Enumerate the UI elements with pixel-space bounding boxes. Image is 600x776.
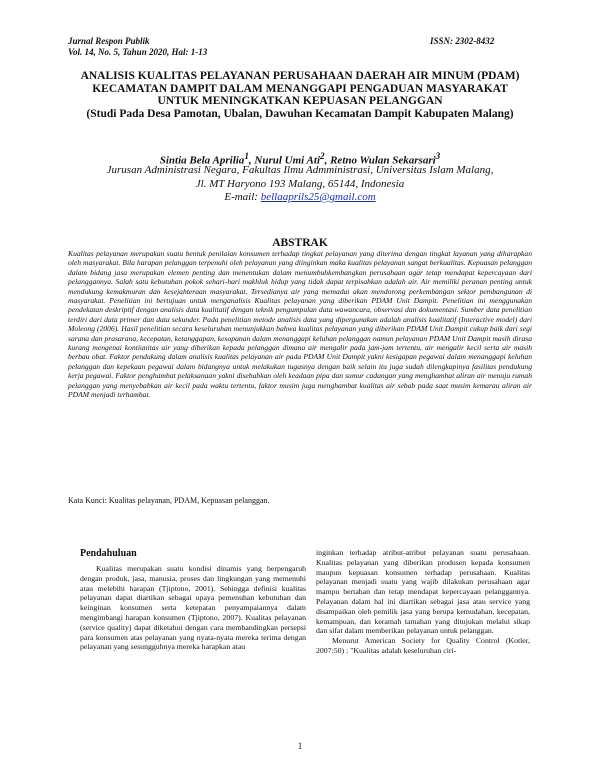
page-number: 1	[297, 741, 303, 751]
journal-issn: ISSN: 2302-8432	[430, 36, 495, 46]
affiliation-email-line	[60, 191, 540, 205]
author-2-affil-mark: 2	[320, 151, 325, 161]
author-list: Sintia Bela Aprilia$^1$, Nurul Umi Ati$^2$, Retno Wulan Sekarsari$^3$	[159, 151, 441, 167]
email-label: E-mail:	[224, 191, 261, 203]
intro-paragraph-1: Kualitas merupakan suatu kondisi dinamis yang berpengaruh dengan produk, jasa, manusia, proses dan lingkungan yang memenuhi atau melebihi harapan (Tjiptono, 2001). Sehingga definisi kualitas pelayanan dapat diartikan sebagai upaya pemenuhan kebutuhan dan keinginan konsumen serta ketepatan penyampaiannya dalam mengimbangi harapan konsumen (Tjiptono, 2007). Kualitas pelayanan (service quality) dapat diketahui dengan cara membandingkan persepsi para konsumen atas pelayanan yang nyata-nyata mereka terima dengan pelayanan yang sesungguhnya mereka harapkan atau	[80, 564, 306, 652]
affiliation	[60, 164, 540, 205]
title-subtitle: (Studi Pada Desa Pamotan, Ubalan, Dawuhan Kecamatan Dampit Kabupaten Malang)	[86, 107, 514, 120]
affiliation-department: Jurusan Administrasi Negara, Fakultas Ilmu Admministrasi, Universitas Islam Malang,	[106, 164, 494, 176]
author-1-affil-mark: 1	[244, 151, 249, 161]
intro-paragraph-1-continued: inginkan terhadap atribut-atribut pelayanan suatu perusahaan. Kualitas pelayanan yang diberikan produsen kepada konsumen maupun kepuasan konsumen terhadap perusahaan. Kualitas pelayanan menjadi suatu yang wajib dilakukan perusahaan agar mampu bertahan dan tetap mendapat kepercayaan pelanggannya. Pelayanan dalam hal ini diartikan sebagai jasa atau service yang disampaikan oleh pemilik jasa yang berupa kemudahan, kecepatan, kemampuan, dan keramah tamahan yang ditujukan melalui sikap dan sifat dalam memberikan pelayanan untuk pelanggan.	[316, 548, 530, 636]
keywords: Kata Kunci: Kualitas pelayanan, PDAM, Kepuasan pelanggan.	[68, 496, 270, 505]
journal-volume: Vol. 14, No. 5, Tahun 2020, Hal: 1-13	[68, 47, 208, 57]
body-column-left	[80, 548, 306, 652]
author-2: Nurul Umi Ati	[254, 154, 321, 167]
journal-name: Jurnal Respon Publik	[68, 36, 150, 46]
body-column-right	[316, 548, 530, 656]
abstract-heading: ABSTRAK	[272, 237, 328, 249]
title-line-3: UNTUK MENINGKATKAN KEPUASAN PELANGGAN	[157, 95, 443, 107]
paper-title	[60, 70, 540, 120]
section-heading-introduction: Pendahuluan	[80, 548, 137, 559]
author-3-affil-mark: 3	[435, 151, 441, 161]
email-link[interactable]: bellaaprils25@gmail.com	[260, 191, 376, 203]
title-line-1: ANALISIS KUALITAS PELAYANAN PERUSAHAAN DAERAH AIR MINUM (PDAM)	[80, 70, 520, 82]
intro-paragraph-2: Menurut American Society for Quality Control (Kotler, 2007:50) : "Kualitas adalah keseluruhan ciri-	[316, 636, 530, 655]
title-line-2: KECAMATAN DAMPIT DALAM MENANGGAPI PENGADUAN MASYARAKAT	[92, 82, 508, 95]
author-3: Retno Wulan Sekarsari	[330, 154, 436, 167]
affiliation-address: Jl. MT Haryono 193 Malang, 65144, Indonesia	[195, 177, 405, 190]
author-1: Sintia Bela Aprilia	[159, 154, 245, 167]
abstract-body: Kualitas pelayanan merupakan suatu bentuk penilaian konsumen terhadap tingkat pelayanan yang diterima dengan tingkat layanan yang diharapkan oleh masyarakat. Bila harapan pelanggan terpenuhi oleh pelayanan yang diinginkan maka kualitas pelayanan sangat berkualitas. Kepuasan pelanggan dalam bidang jasa merupakan elemen penting dan menentukan dalam menumbuhkembangkan perusahaan agar tetap mendapat kepercayaan dari pelanggannya. Salah satu kebutuhan pokok sehari-hari makhluk hidup yang tidak dapat terpisahkan adalah air. Air memiliki peranan penting untuk mendukung kemakmuran dan kesejahteraan masyarakat. Tersedianya air yang memadai akan mendorong perkembangan sektor pembangunan di masyarakat. Penelitian ini bertujuan untuk menganalisis Kualitas pelayanan yang diberikan PDAM Unit Dampit. Penelitian ini menggunakan pendekatan deskriptif dengan analisis data kualitatif dengan teknik pengumpulan data wawancara, observasi dan dokumentasi. Sumber data penelitian terdiri dari data primer dan data sekunder. Pada penelitian metode analisis data yang dipergunakan adalah analisis kualitatif (Interactive model) dari Moleong (2006). Hasil penelitian secara keseluruhan menunjukkan bahwa kualitas pelayanan yang diberikan PDAM Unit Dampit cukup baik dari segi sarana dan prasarana, kecepatan, ketanggapan, kesopanan dalam menanggapi keluhan pelanggan namun pelayanan PDAM Unit Dampit masih dirasa kurang mengenai kontiunitas air yang diberikan kepada pelanggan dimana air mengalir pada jam-jam tertentu, air mengalir kecil serta air masih berbau obat. Faktor pendukung dalam analisis kualitas pelayanan air pada PDAM Unit Dampit yakni kesigapan pegawai dalam menanggapi keluhan pelanggan dan kepekaan pegawai dalam bidangnya untuk melakukan tugasnya dengan baik selain itu juga sudah dilengkapinya fasilitas pendukung kerja pegawai. Faktor penghambat pelaksanaan yakni disebabkan oleh keadaan pipa dan sumur cadangan yang menghambat aliran air menuju rumah pelanggan yang menyebabkan air kecil pada waktu tertentu, faktor musim juga menghambat kualitas air sebab pada saat musim kemarau aliran air PDAM menjadi terhambat.	[68, 249, 532, 400]
journal-header	[68, 36, 207, 58]
